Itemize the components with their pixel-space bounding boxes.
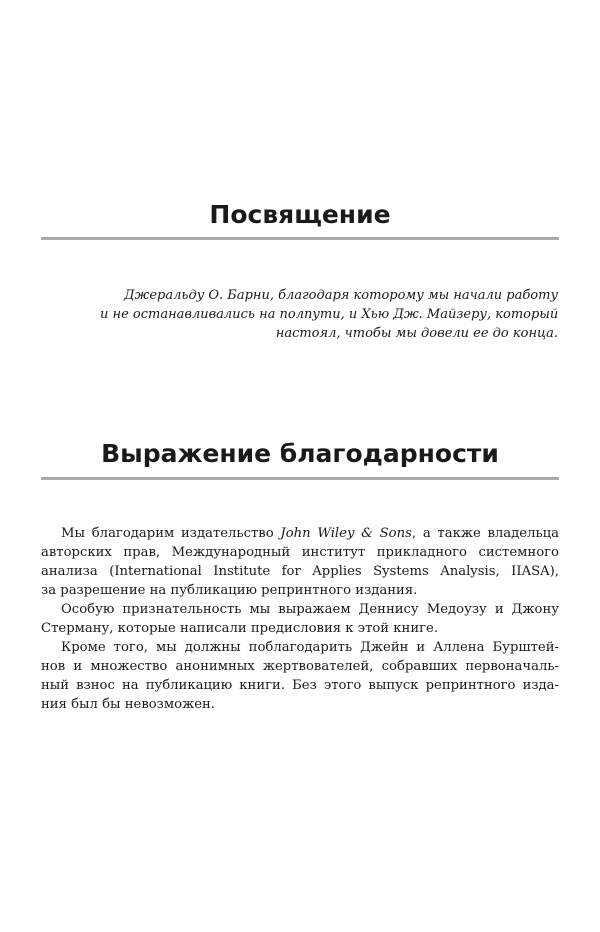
acknowledgements-heading-rule xyxy=(41,477,559,480)
body-line: Особую признательность мы выражаем Деннису Медоузу и Джону xyxy=(61,602,559,617)
body-line: ный взнос на публикацию книги. Без этого выпуск репринтного изда- xyxy=(41,678,559,693)
body-line: Кроме того, мы должны поблагодарить Джейн и Аллена Бурштей- xyxy=(61,640,559,655)
body-line-text: Мы благодарим издательство xyxy=(61,526,281,541)
body-line xyxy=(41,524,559,543)
acknowledgements-body xyxy=(41,524,559,714)
body-line: анализа (International Institute for Applies Systems Analysis, IIASA), xyxy=(41,564,559,579)
dedication-line: настоял, чтобы мы довели ее до конца. xyxy=(275,326,558,341)
dedication-heading-rule xyxy=(41,237,559,240)
body-line: нов и множество анонимных жертвователей, собравших первоначаль- xyxy=(41,659,559,674)
body-line: ния был бы невозможен. xyxy=(41,697,215,712)
publisher-name: John Wiley & Sons xyxy=(280,526,412,541)
dedication-line: Джеральду О. Барни, благодаря которому мы начали работу xyxy=(123,288,558,303)
acknowledgements-heading: Выражение благодарности xyxy=(101,439,499,468)
body-line: авторских прав, Международный институт прикладного системного xyxy=(41,545,559,560)
body-line: за разрешение на публикацию репринтного издания. xyxy=(41,583,418,598)
dedication-line: и не останавливались на полпути, и Хью Дж. Майзеру, который xyxy=(100,307,559,322)
body-line: Стерману, которые написали предисловия к этой книге. xyxy=(41,621,439,636)
dedication-text xyxy=(100,286,558,343)
dedication-heading: Посвящение xyxy=(209,200,391,229)
body-line-text: , а также владельца xyxy=(411,526,559,541)
